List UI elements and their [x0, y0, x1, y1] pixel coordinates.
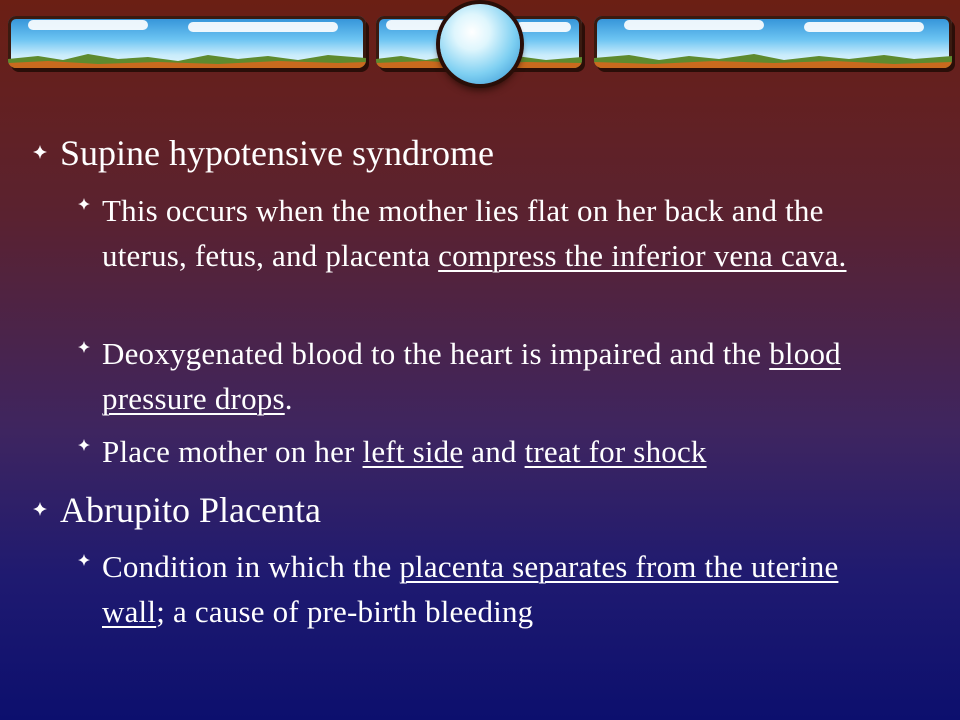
diamond-bullet-icon: [78, 554, 90, 566]
sub-bullet-point: [78, 188, 878, 278]
sub-bullet-point: [78, 429, 918, 474]
diamond-bullet-icon: [78, 341, 90, 353]
sub-bullet-point: [78, 544, 878, 634]
bullet-text: [102, 331, 878, 421]
diamond-bullet-icon: [78, 439, 90, 451]
text-run: Condition in which the: [102, 549, 400, 584]
text-run: Deoxygenated blood to the heart is impaired and the: [102, 336, 770, 371]
diamond-bullet-icon: [33, 502, 47, 516]
sub-bullet-point: [78, 331, 878, 421]
bullet-text: [102, 544, 878, 634]
bullet-heading-abrupito: [33, 488, 913, 532]
text-run: Place mother on her: [102, 434, 363, 469]
diamond-bullet-icon: [33, 145, 47, 159]
underlined-text-run: treat for shock: [524, 434, 707, 469]
bullet-text: [102, 429, 707, 474]
text-run: and: [463, 434, 525, 469]
underlined-text-run: compress the inferior vena cava.: [438, 238, 847, 273]
bullet-text: [102, 188, 878, 278]
text-run: .: [284, 381, 293, 416]
underlined-text-run: blood pressure drops: [102, 336, 841, 416]
underlined-text-run: left side: [362, 434, 464, 469]
bullet-heading-supine: [33, 131, 913, 175]
section-heading: Abrupito Placenta: [60, 490, 321, 530]
diamond-bullet-icon: [78, 198, 90, 210]
section-heading: Supine hypotensive syndrome: [60, 133, 494, 173]
text-run: This occurs when the mother lies flat on her back and the uterus, fetus, and placenta: [102, 193, 824, 273]
underlined-text-run: placenta separates from the uterine wall: [102, 549, 839, 629]
text-run: ; a cause of pre-birth bleeding: [156, 594, 534, 629]
